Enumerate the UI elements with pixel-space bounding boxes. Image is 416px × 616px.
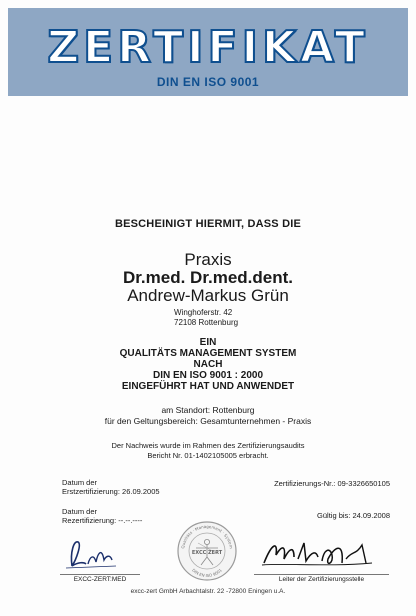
system-line: QUALITÄTS MANAGEMENT SYSTEM [119, 348, 297, 359]
organization-person: Andrew-Markus Grün [127, 286, 289, 305]
certificate-title: ZERTIFIKAT [47, 22, 369, 73]
right-signature-icon [258, 533, 378, 573]
system-line: EINGEFÜHRT HAT UND ANWENDET [121, 381, 295, 392]
certificate-standard: DIN EN ISO 9001 [156, 75, 260, 89]
left-signature-label: EXCC-ZERT:MED [60, 574, 140, 584]
system-line: NACH [193, 359, 223, 370]
address-street: Winghoferstr. 42 [174, 308, 233, 317]
recert-date: Rezertifizierung: --.--.---- [62, 516, 143, 525]
organization-title: Dr.med. Dr.med.dent. [122, 268, 294, 287]
certification-seal-icon [176, 520, 238, 582]
seal-top-text: Qualitäts · Management · System [180, 523, 234, 549]
audit-note: Der Nachweis wurde im Rahmen des Zertifizierungsaudits [111, 441, 305, 450]
seal-bottom-text: DIN EN ISO 9001 [191, 567, 223, 579]
left-signature-icon [60, 532, 140, 572]
location-text: am Standort: Rottenburg [161, 405, 255, 415]
address-city: 72108 Rottenburg [174, 318, 239, 327]
first-cert-date: Erstzertifizierung: 26.09.2005 [62, 487, 160, 496]
right-signature-label: Leiter der Zertifizierungsstelle [254, 574, 389, 584]
system-line: DIN EN ISO 9001 : 2000 [152, 370, 264, 381]
first-cert-label: Datum der [62, 478, 98, 487]
certificate-number: Zertifizierungs-Nr.: 09-3326650105 [274, 479, 390, 488]
organization-type: Praxis [184, 250, 232, 269]
audit-report-number: Bericht Nr. 01-1402105005 erbracht. [147, 451, 269, 460]
footer-address: excc-zert GmbH Arbachtalstr. 22 -72800 Eningen u.A. [130, 588, 286, 595]
system-line: EIN [199, 337, 217, 348]
scope-text: für den Geltungsbereich: Gesamtunternehmen - Praxis [104, 416, 312, 426]
valid-until: Gültig bis: 24.09.2008 [317, 511, 390, 520]
attestation-text: BESCHEINIGT HIERMIT, DASS DIE [114, 218, 302, 230]
seal-center-text: EXCC ZERT [191, 550, 223, 556]
header-band [8, 8, 408, 96]
recert-label: Datum der [62, 507, 98, 516]
